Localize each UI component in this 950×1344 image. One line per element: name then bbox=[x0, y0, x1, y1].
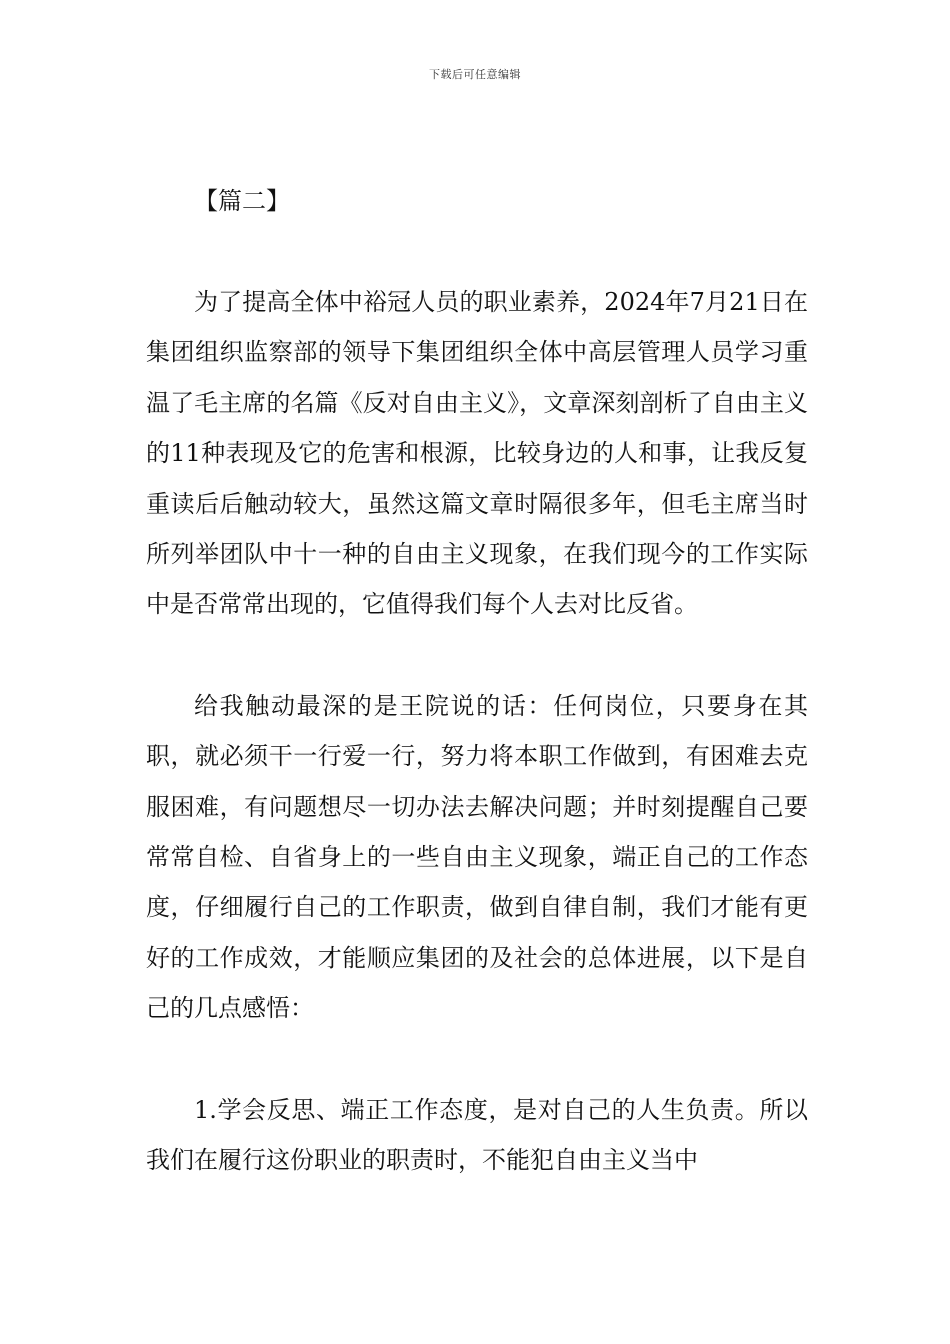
paragraph-1: 为了提高全体中裕冠人员的职业素养，2024年7月21日在集团组织监察部的领导下集团组织全体中高层管理人员学习重温了毛主席的名篇《反对自由主义》，文章深刻剖析了自由主义的11种表现及它的危害和根源，比较身边的人和事，让我反复重读后后触动较大，虽然这篇文章时隔很多年，但毛主席当时所列举团队中十一种的自由主义现象，在我们现今的工作实际中是否常常出现的，它值得我们每个人去对比反省。 bbox=[146, 288, 808, 619]
spacer bbox=[146, 630, 808, 681]
paragraph-2: 给我触动最深的是王院说的话：任何岗位，只要身在其职，就必须干一行爱一行，努力将本职工作做到，有困难去克服困难，有问题想尽一切办法去解决问题；并时刻提醒自己要常常自检、自省身上的一些自由主义现象，端正自己的工作态度，仔细履行自己的工作职责，做到自律自制，我们才能有更好的工作成效，才能顺应集团的及社会的总体进展，以下是自己的几点感悟： bbox=[146, 691, 808, 1023]
section-title: 【篇二】 bbox=[194, 187, 290, 215]
spacer bbox=[146, 1034, 808, 1085]
paragraph-3: 1.学会反思、端正工作态度，是对自己的人生负责。所以我们在履行这份职业的职责时，不能犯自由主义当中 bbox=[146, 1095, 808, 1175]
spacer bbox=[146, 226, 808, 277]
document-body bbox=[146, 176, 808, 1186]
page-header-note: 下载后可任意编辑 bbox=[429, 68, 521, 81]
